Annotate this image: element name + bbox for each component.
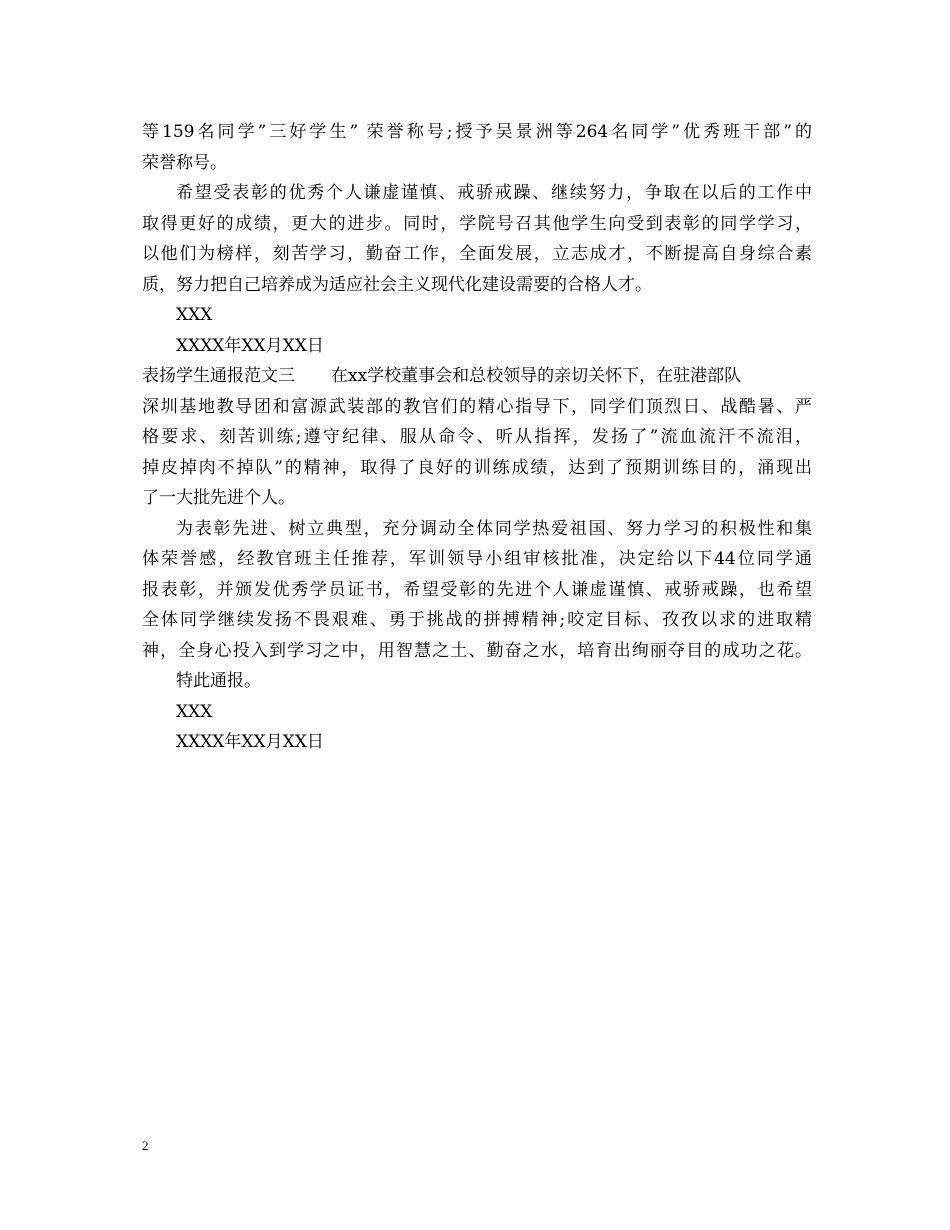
text-line: XXXX年XX月XX日	[176, 732, 324, 752]
text-line: 全体同学继续发扬不畏艰难、勇于挑战的拼搏精神;咬定目标、孜孜以求的进取精	[142, 610, 812, 630]
text-line: 特此通报。	[176, 671, 261, 691]
text-line: 等159名同学”三好学生” 荣誉称号;授予吴景洲等264名同学”优秀班干部”的	[142, 122, 812, 142]
text-line: 质，努力把自己培养成为适应社会主义现代化建设需要的合格人才。	[142, 274, 652, 295]
text-line: 希望受表彰的优秀个人谦虚谨慎、戒骄戒躁、继续努力，争取在以后的工作中	[176, 183, 812, 203]
section-heading: 表扬学生通报范文三	[142, 366, 295, 386]
text-line: 格要求、刻苦训练;遵守纪律、服从命令、听从指挥，发扬了”流血流汗不流泪，	[142, 427, 812, 447]
text-line: 深圳基地教导团和富源武装部的教官们的精心指导下，同学们顶烈日、战酷暑、严	[142, 396, 812, 417]
text-line: 以他们为榜样，刻苦学习，勤奋工作，全面发展，立志成才，不断提高自身综合素	[142, 244, 812, 264]
text-line: 体荣誉感，经教官班主任推荐，军训领导小组审核批准，决定给以下44位同学通	[142, 549, 812, 569]
text-line	[142, 361, 812, 392]
text-line: XXX	[176, 701, 213, 722]
text-line: 取得更好的成绩，更大的进步。同时，学院号召其他学生向受到表彰的同学学习，	[142, 213, 812, 234]
text-line: 荣誉称号。	[142, 152, 227, 173]
text-line: XXX	[176, 305, 213, 325]
text-line: 神，全身心投入到学习之中，用智慧之土、勤奋之水，培育出绚丽夺目的成功之花。	[142, 640, 812, 661]
text-line: 掉皮掉肉不掉队”的精神，取得了良好的训练成绩，达到了预期训练目的，涌现出	[142, 457, 812, 478]
text-line: 为表彰先进、树立典型，充分调动全体同学热爱祖国、努力学习的积极性和集	[176, 518, 812, 539]
text-line: 了一大批先进个人。	[142, 488, 295, 508]
page-number: 2	[142, 1138, 149, 1153]
line-text: 在xx学校董事会和总校领导的亲切关怀下，在驻港部队	[331, 366, 742, 386]
document-body	[142, 117, 812, 758]
text-line: XXXX年XX月XX日	[176, 335, 324, 356]
text-line: 报表彰，并颁发优秀学员证书，希望受彰的先进个人谦虚谨慎、戒骄戒躁，也希望	[142, 579, 812, 600]
